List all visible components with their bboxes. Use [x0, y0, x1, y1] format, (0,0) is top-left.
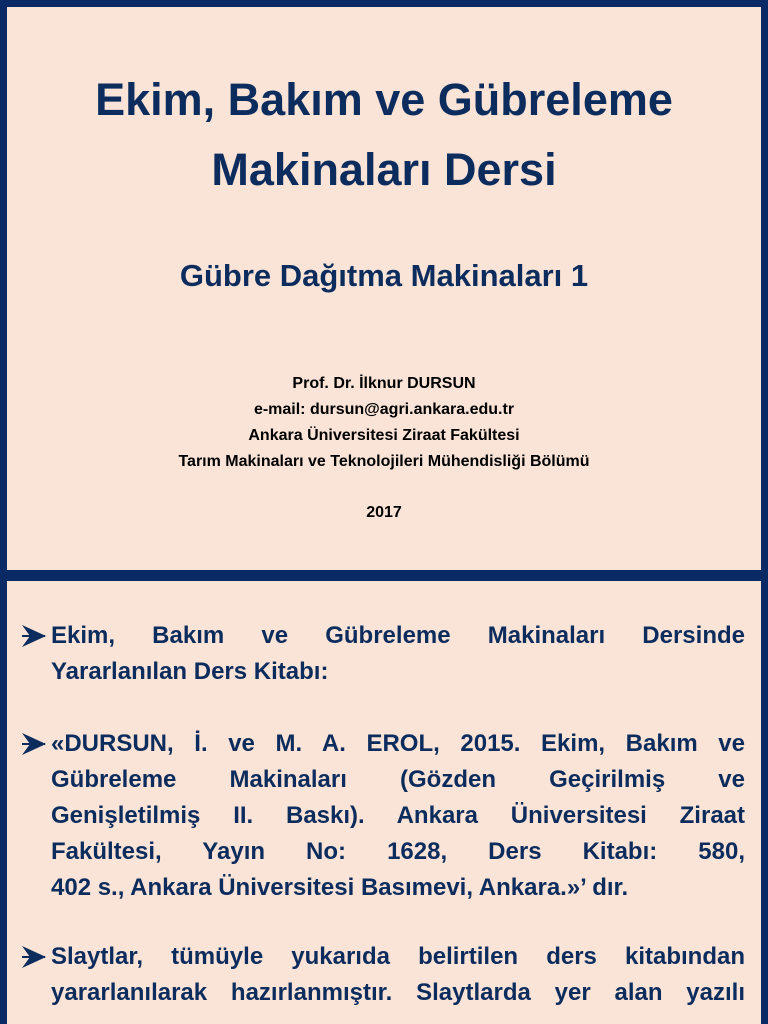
author-email: e-mail: dursun@agri.ankara.edu.tr	[253, 401, 515, 418]
arrow-bullet-icon	[21, 945, 47, 969]
bullet-text	[51, 939, 745, 1011]
bullet-text	[51, 726, 745, 906]
content-slide	[7, 581, 761, 1024]
faculty-name: Ankara Üniversitesi Ziraat Fakültesi	[248, 427, 520, 444]
department-name: Tarım Makinaları ve Teknolojileri Mühendisliği Bölümü	[178, 453, 590, 470]
bullet-line: Fakültesi, Yayın No: 1628, Ders Kitabı: 580,	[51, 838, 745, 865]
bullet-item	[21, 939, 745, 1011]
slide-subtitle: Gübre Dağıtma Makinaları 1	[179, 258, 589, 293]
bullet-line: «DURSUN, İ. ve M. A. EROL, 2015. Ekim, Bakım ve	[51, 730, 745, 757]
arrow-bullet-icon	[21, 624, 47, 648]
bullet-line: yararlanılarak hazırlanmıştır. Slaytlarda yer alan yazılı	[51, 979, 745, 1006]
bullet-line: Gübreleme Makinaları (Gözden Geçirilmiş ve	[51, 766, 745, 793]
bullet-text	[51, 618, 745, 690]
slide-title-line-1: Ekim, Bakım ve Gübreleme	[95, 74, 673, 125]
bullet-line: Yararlanılan Ders Kitabı:	[51, 658, 329, 685]
slide-title-line-2: Makinaları Dersi	[211, 144, 557, 195]
author-name: Prof. Dr. İlknur DURSUN	[292, 375, 476, 392]
bullet-line: Slaytlar, tümüyle yukarıda belirtilen ders kitabından	[51, 943, 745, 970]
bullet-line: Genişletilmiş II. Baskı). Ankara Üniversitesi Ziraat	[51, 802, 745, 829]
bullet-item	[21, 618, 745, 690]
bullet-item	[21, 726, 745, 906]
slide-year: 2017	[366, 504, 402, 521]
arrow-bullet-icon	[21, 732, 47, 756]
bullet-line: Ekim, Bakım ve Gübreleme Makinaları Dersinde	[51, 622, 745, 649]
bullet-line: 402 s., Ankara Üniversitesi Basımevi, Ankara.»’ dır.	[51, 874, 629, 901]
title-slide	[7, 7, 761, 570]
